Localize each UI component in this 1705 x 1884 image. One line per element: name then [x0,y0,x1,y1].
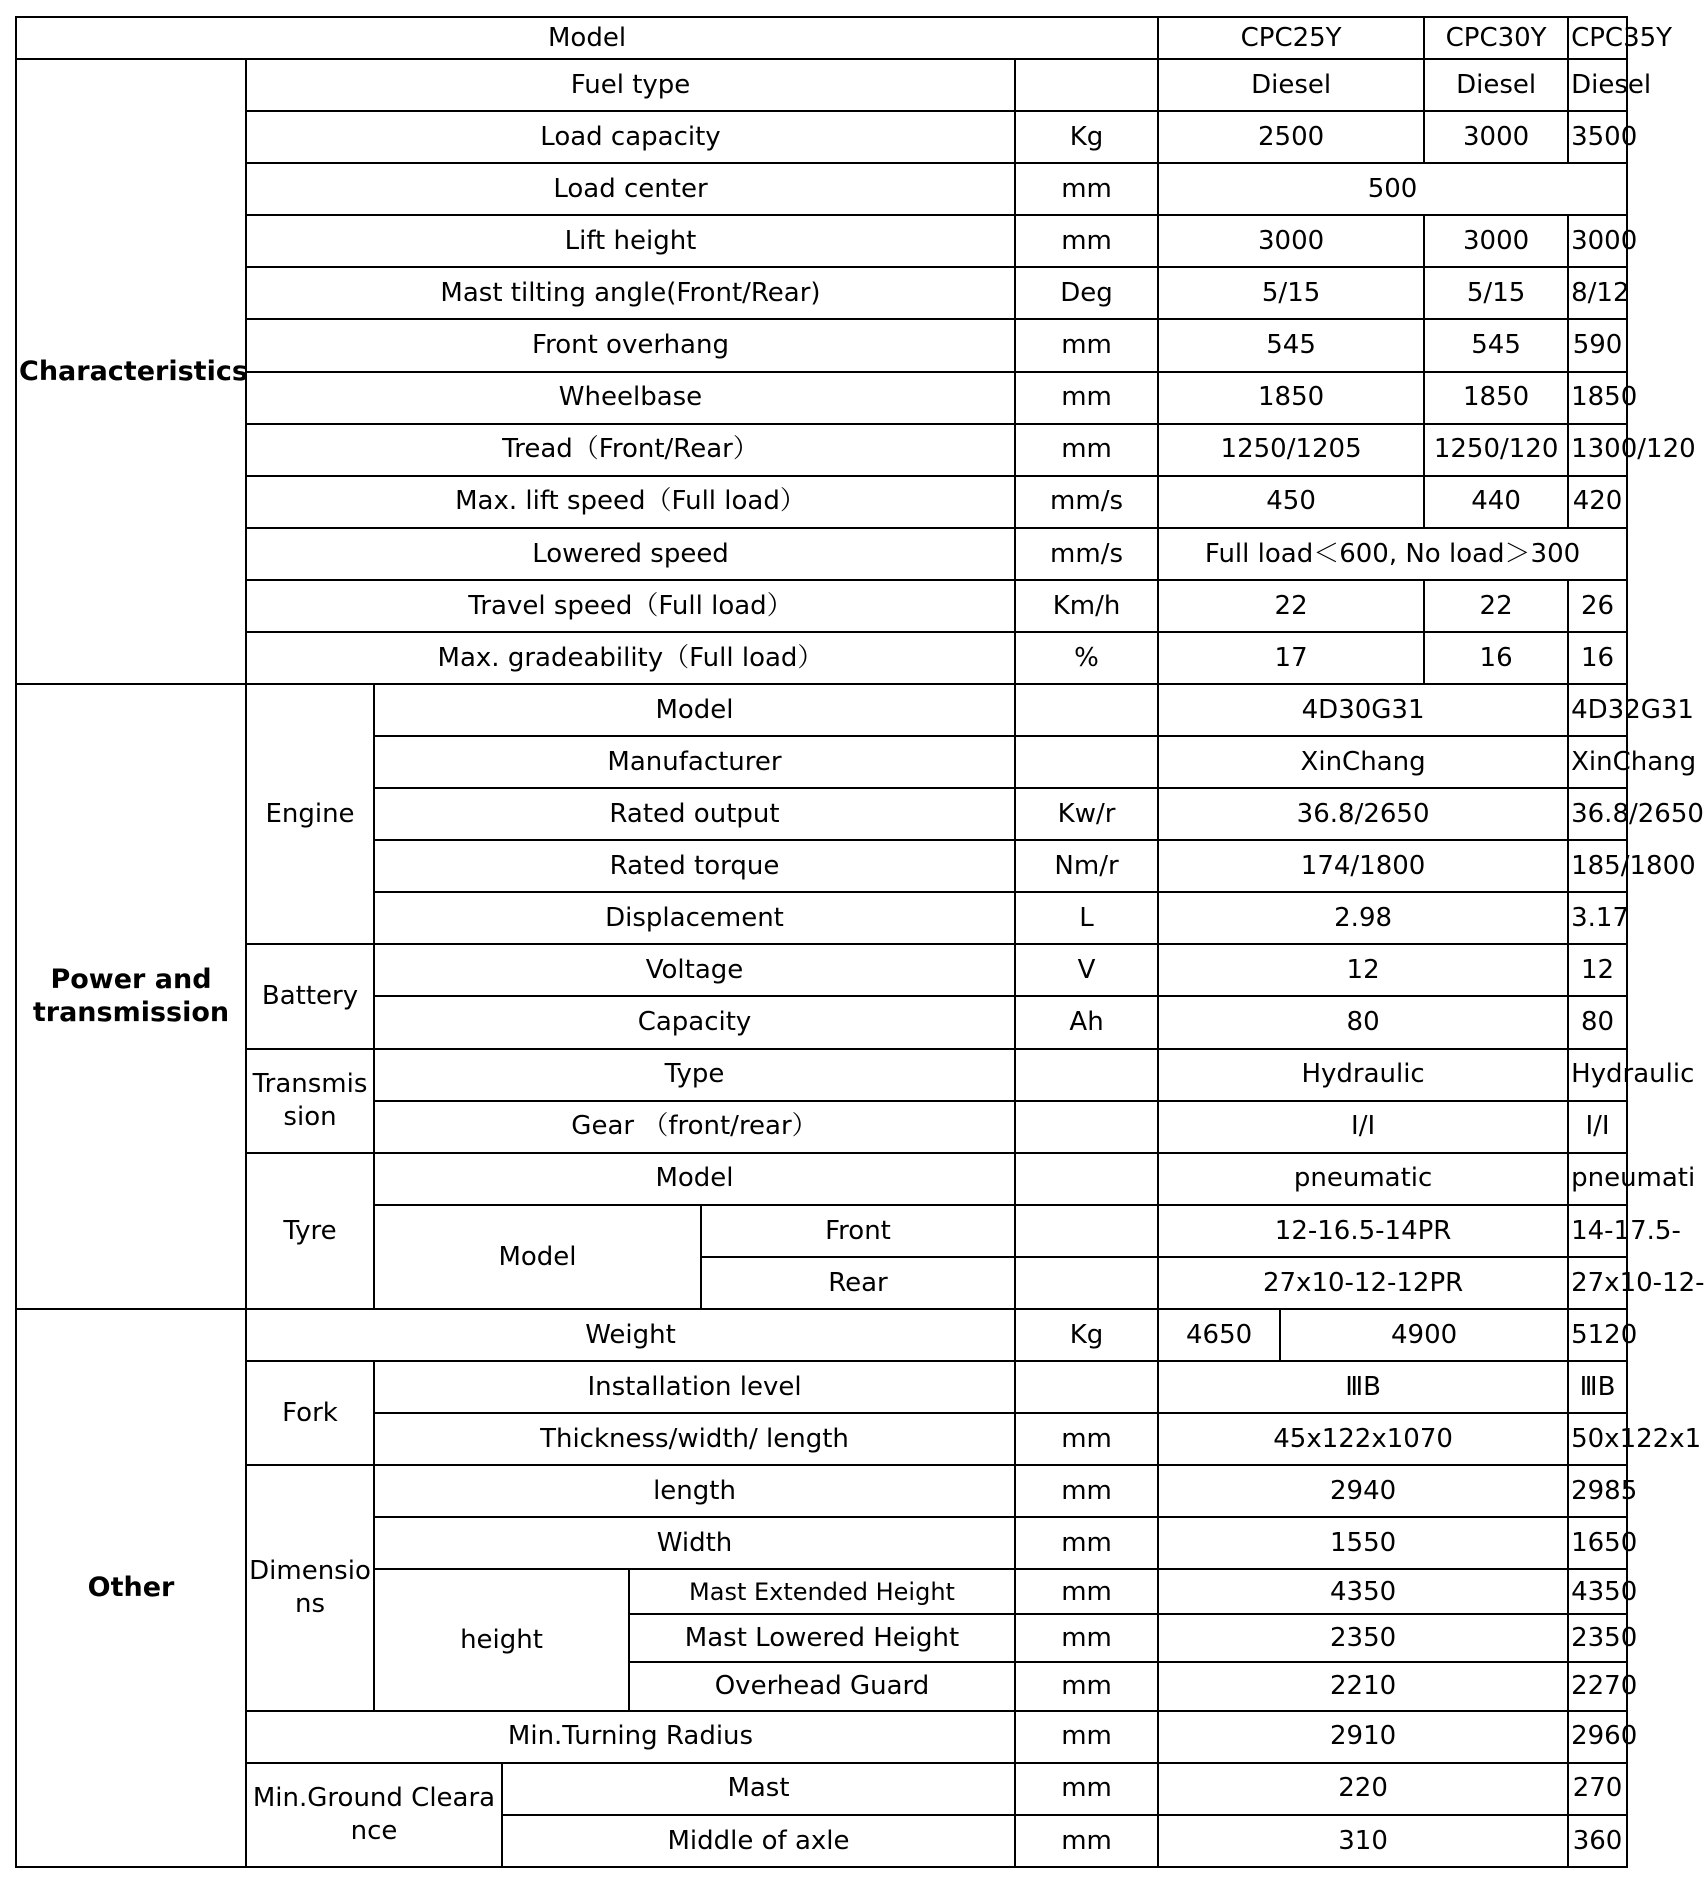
table-row [16,1763,1627,1815]
row-label: Front overhang [246,319,1015,371]
row-label: Lowered speed [246,528,1015,580]
row-label: Displacement [374,892,1015,944]
subgroup-fork: Fork [246,1361,374,1465]
value-cell: 4D32G31 [1568,684,1627,736]
value-cell: 16 [1424,632,1568,684]
row-label: Wheelbase [246,372,1015,424]
table-row [16,580,1627,632]
row-label: Installation level [374,1361,1015,1413]
row-label: Max. lift speed（Full load） [246,476,1015,528]
row-unit [1015,1153,1158,1205]
value-cell: 17 [1158,632,1424,684]
group-other: Other [16,1309,246,1867]
table-row [16,267,1627,319]
value-cell: 12 [1568,944,1627,996]
row-label: Tread（Front/Rear） [246,424,1015,476]
row-sublabel: Mast Lowered Height [629,1614,1015,1662]
value-cell: 45x122x1070 [1158,1413,1568,1465]
row-label: Mast [502,1763,1015,1815]
row-unit: Deg [1015,267,1158,319]
row-label: Manufacturer [374,736,1015,788]
subgroup-tyre: Tyre [246,1153,374,1309]
value-cell: 2.98 [1158,892,1568,944]
value-cell: 545 [1424,319,1568,371]
row-unit: V [1015,944,1158,996]
value-cell: 420 [1568,476,1627,528]
value-cell: 3.17 [1568,892,1627,944]
value-cell: 16 [1568,632,1627,684]
subgroup-engine: Engine [246,684,374,944]
value-cell: 4650 [1158,1309,1280,1361]
row-unit: mm [1015,1465,1158,1517]
row-unit: mm/s [1015,528,1158,580]
row-unit: Kg [1015,1309,1158,1361]
value-cell: 80 [1568,996,1627,1048]
row-unit [1015,1101,1158,1153]
subgroup-dimensions: Dimensions [246,1465,374,1710]
row-label: Voltage [374,944,1015,996]
row-label: Min.Turning Radius [246,1711,1015,1763]
value-cell: 5/15 [1158,267,1424,319]
row-unit: % [1015,632,1158,684]
row-sublabel: Mast Extended Height [629,1569,1015,1614]
table-row [16,17,1627,59]
value-cell: 3000 [1424,215,1568,267]
value-cell: 450 [1158,476,1424,528]
row-label: Model [374,684,1015,736]
value-cell: 545 [1158,319,1424,371]
value-cell: 1850 [1568,372,1627,424]
row-unit: mm [1015,1763,1158,1815]
model-cpc30y: CPC30Y [1424,17,1568,59]
value-cell: 80 [1158,996,1568,1048]
value-cell: Full load＜600, No load＞300 [1158,528,1627,580]
row-unit [1015,1361,1158,1413]
table-row [16,111,1627,163]
subgroup-transmission: Transmission [246,1049,374,1153]
row-unit: mm [1015,163,1158,215]
value-cell: 1250/120 [1424,424,1568,476]
row-unit: Ah [1015,996,1158,1048]
value-cell: 8/12 [1568,267,1627,319]
row-label: Thickness/width/ length [374,1413,1015,1465]
value-cell: Ⅰ/Ⅰ [1158,1101,1568,1153]
row-sublabel: Front [701,1205,1015,1257]
value-cell: 3000 [1424,111,1568,163]
row-label: Width [374,1517,1015,1569]
value-cell: XinChang [1568,736,1627,788]
value-cell: 1300/120 [1568,424,1627,476]
value-cell: Diesel [1568,59,1627,111]
row-label: Weight [246,1309,1015,1361]
value-cell: Hydraulic [1158,1049,1568,1101]
value-cell: 4350 [1568,1569,1627,1614]
value-cell: 2350 [1568,1614,1627,1662]
value-cell: 50x122x1 [1568,1413,1627,1465]
row-unit [1015,1257,1158,1309]
value-cell: 2500 [1158,111,1424,163]
value-cell: pneumati [1568,1153,1627,1205]
table-row [16,319,1627,371]
row-unit [1015,684,1158,736]
table-row [16,215,1627,267]
row-unit: mm [1015,1711,1158,1763]
value-cell: 12 [1158,944,1568,996]
value-cell: 4900 [1280,1309,1568,1361]
table-row [16,424,1627,476]
table-row [16,59,1627,111]
row-label: Mast tilting angle(Front/Rear) [246,267,1015,319]
value-cell: 12-16.5-14PR [1158,1205,1568,1257]
group-power-transmission: Power and transmission [16,684,246,1309]
model-cpc25y: CPC25Y [1158,17,1424,59]
value-cell: 360 [1568,1815,1627,1867]
table-row [16,1711,1627,1763]
subgroup-ground-clearance: Min.Ground Clearance [246,1763,502,1867]
row-unit: mm [1015,1413,1158,1465]
value-cell: 2940 [1158,1465,1568,1517]
value-cell: 270 [1568,1763,1627,1815]
value-cell: 36.8/2650 [1568,788,1627,840]
model-cpc35y: CPC35Y [1568,17,1627,59]
value-cell: ⅢB [1158,1361,1568,1413]
row-label: Load capacity [246,111,1015,163]
value-cell: 5120 [1568,1309,1627,1361]
row-unit: mm [1015,1662,1158,1710]
value-cell: 3000 [1158,215,1424,267]
table-row [16,372,1627,424]
table-row [16,1361,1627,1413]
value-cell: 2210 [1158,1662,1568,1710]
row-label: Lift height [246,215,1015,267]
table-row [16,163,1627,215]
row-label: Load center [246,163,1015,215]
row-unit: mm/s [1015,476,1158,528]
value-cell: 2350 [1158,1614,1568,1662]
table-row [16,944,1627,996]
row-label: Type [374,1049,1015,1101]
value-cell: 1550 [1158,1517,1568,1569]
row-sublabel: Overhead Guard [629,1662,1015,1710]
row-label: Rated output [374,788,1015,840]
table-row [16,1465,1627,1517]
row-unit: Nm/r [1015,840,1158,892]
row-unit [1015,1049,1158,1101]
value-cell: 590 [1568,319,1627,371]
value-cell: Diesel [1158,59,1424,111]
row-unit: mm [1015,1614,1158,1662]
row-unit: Kg [1015,111,1158,163]
group-characteristics: Characteristics [16,59,246,684]
value-cell: Diesel [1424,59,1568,111]
value-cell: 36.8/2650 [1158,788,1568,840]
row-label: Travel speed（Full load） [246,580,1015,632]
row-unit: mm [1015,1569,1158,1614]
row-sublabel: Rear [701,1257,1015,1309]
row-label: Model [374,1153,1015,1205]
value-cell: 27x10-12- [1568,1257,1627,1309]
table-row [16,528,1627,580]
spec-table [15,16,1705,1868]
value-cell: 2960 [1568,1711,1627,1763]
value-cell: 220 [1158,1763,1568,1815]
value-cell: 22 [1424,580,1568,632]
value-cell: 4350 [1158,1569,1568,1614]
value-cell: 3500 [1568,111,1627,163]
value-cell: 1250/1205 [1158,424,1424,476]
value-cell: 1850 [1158,372,1424,424]
table-row [16,476,1627,528]
row-unit: mm [1015,424,1158,476]
row-unit [1015,59,1158,111]
row-unit: mm [1015,1517,1158,1569]
value-cell: 185/1800 [1568,840,1627,892]
table-row [16,1153,1627,1205]
table-row [16,1309,1627,1361]
value-cell: XinChang [1158,736,1568,788]
row-label: Model [374,1205,701,1309]
value-cell: 310 [1158,1815,1568,1867]
value-cell: 14-17.5- [1568,1205,1627,1257]
value-cell: 2910 [1158,1711,1568,1763]
value-cell: 2985 [1568,1465,1627,1517]
value-cell: 3000 [1568,215,1627,267]
row-unit: mm [1015,319,1158,371]
value-cell: 2270 [1568,1662,1627,1710]
row-label: Max. gradeability（Full load） [246,632,1015,684]
row-label: Fuel type [246,59,1015,111]
value-cell: ⅢB [1568,1361,1627,1413]
row-unit: mm [1015,372,1158,424]
value-cell: 26 [1568,580,1627,632]
row-label: Capacity [374,996,1015,1048]
value-cell: pneumatic [1158,1153,1568,1205]
value-cell: 27x10-12-12PR [1158,1257,1568,1309]
value-cell: 22 [1158,580,1424,632]
row-label: Middle of axle [502,1815,1015,1867]
row-label: Gear （front/rear） [374,1101,1015,1153]
row-unit [1015,736,1158,788]
model-header: Model [16,17,1158,59]
value-cell: 5/15 [1424,267,1568,319]
row-label: Rated torque [374,840,1015,892]
row-unit: mm [1015,215,1158,267]
row-unit: mm [1015,1815,1158,1867]
row-unit: Kw/r [1015,788,1158,840]
row-label: height [374,1569,629,1710]
row-label: length [374,1465,1015,1517]
value-cell: Hydraulic [1568,1049,1627,1101]
value-cell: 440 [1424,476,1568,528]
table-row [16,632,1627,684]
table-row [16,1049,1627,1101]
subgroup-battery: Battery [246,944,374,1048]
row-unit: Km/h [1015,580,1158,632]
table-row [16,684,1627,736]
value-cell: 174/1800 [1158,840,1568,892]
value-cell: 4D30G31 [1158,684,1568,736]
value-cell: 500 [1158,163,1627,215]
value-cell: Ⅰ/Ⅰ [1568,1101,1627,1153]
row-unit [1015,1205,1158,1257]
row-unit: L [1015,892,1158,944]
value-cell: 1650 [1568,1517,1627,1569]
value-cell: 1850 [1424,372,1568,424]
